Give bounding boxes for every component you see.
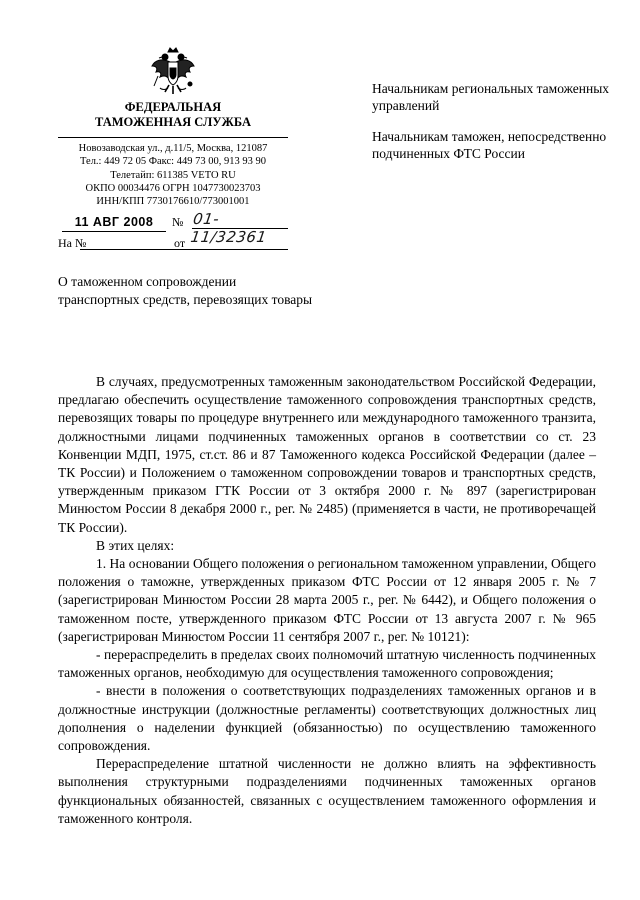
contact-teletype: Телетайп: 611385 VETO RU [110, 169, 236, 181]
body-paragraph-amend: - внести в положения о соответствующих подразделениях таможенных органов и в должностные инструкции (должностные регламенты) соответствующих должностных лиц дополнения о наделении функцией (обязанностью) по осуществлению таможенного сопровождения. [58, 683, 596, 754]
reference-date-blank [192, 249, 288, 250]
contact-okpo-ogrn: ОКПО 00034476 ОГРН 1047730023703 [85, 182, 261, 194]
reference-date-label: от [174, 236, 186, 250]
letter-subject: О таможенном сопровождении транспортных средств, перевозящих товары [58, 274, 313, 307]
addressee-block [372, 80, 612, 176]
header-divider [58, 137, 288, 138]
registration-number-field [189, 210, 288, 246]
body-paragraph-redistribute: - перераспределить в пределах своих полномочий штатную численность подчиненных таможенных органов, необходимую для осуществления таможенного сопровождения; [58, 647, 596, 681]
emblem-icon [150, 46, 196, 98]
body-paragraph-effect: Перераспределение штатной численности не должно влиять на эффективность выполнения структурными подразделениями подчиненных таможенных органов функциональных обязанностей, связанных с осуществлением таможенного оформления и таможенного контроля. [58, 756, 596, 826]
contact-address: Новозаводская ул., д.11/5, Москва, 121087 [78, 143, 268, 154]
agency-contacts [58, 142, 288, 208]
body-paragraph-intro: В случаях, предусмотренных таможенным законодательством Российской Федерации, предлагаю обеспечить осуществление таможенного сопровождения транспортных средств, перевозящих товары по процедуре внутреннего или международного таможенного транзита, должностными лицами подчиненных таможенных органов в соответствии со ст. 23 Конвенции МДП, 1975, ст.ст. 86 и 87 Таможенного кодекса Российской Федерации (далее – ТК России) и Положением о таможенном сопровождении товаров и транспортных средств, утвержденным приказом ГТК России от 3 октября 2000 г. № 897 (зарегистрирован Минюстом России 8 декабря 2000 г., рег. № 2485) (применяется в части, не противоречащей ТК России). [58, 374, 596, 535]
agency-name [58, 100, 288, 130]
agency-name-line2: ТАМОЖЕННАЯ СЛУЖБА [95, 115, 251, 129]
reference-number-label: На № [58, 236, 87, 250]
registration-number: 01-11/32361 [189, 210, 268, 246]
addressee-customs: Начальникам таможен, непосредственно подчиненных ФТС России [372, 129, 607, 161]
number-sign: № [172, 215, 184, 229]
body-paragraph-purposes: В этих целях: [96, 537, 175, 553]
contact-inn-kpp: ИНН/КПП 7730176610/773001001 [96, 196, 250, 208]
registration-date: 11 АВГ 2008 [62, 215, 166, 232]
agency-name-line1: ФЕДЕРАЛЬНАЯ [124, 100, 222, 114]
letter-body [58, 373, 596, 828]
addressee-regional: Начальникам региональных таможенных управлений [372, 81, 610, 113]
body-paragraph-item1: 1. На основании Общего положения о региональном таможенном управлении, Общего положения о таможне, утвержденных приказом ФТС России от 12 января 2005 г. № 7 (зарегистрирован Минюстом России 28 марта 2005 г., рег. № 6442), и Общего положения о таможенном посте, утвержденного приказом ФТС России от 13 августа 2007 г. № 965 (зарегистрирован Минюстом России 11 сентября 2007 г., рег. № 10121): [58, 556, 596, 644]
contact-phone-fax: Тел.: 449 72 05 Факс: 449 73 00, 913 93 90 [80, 156, 266, 168]
reference-line [58, 236, 290, 252]
